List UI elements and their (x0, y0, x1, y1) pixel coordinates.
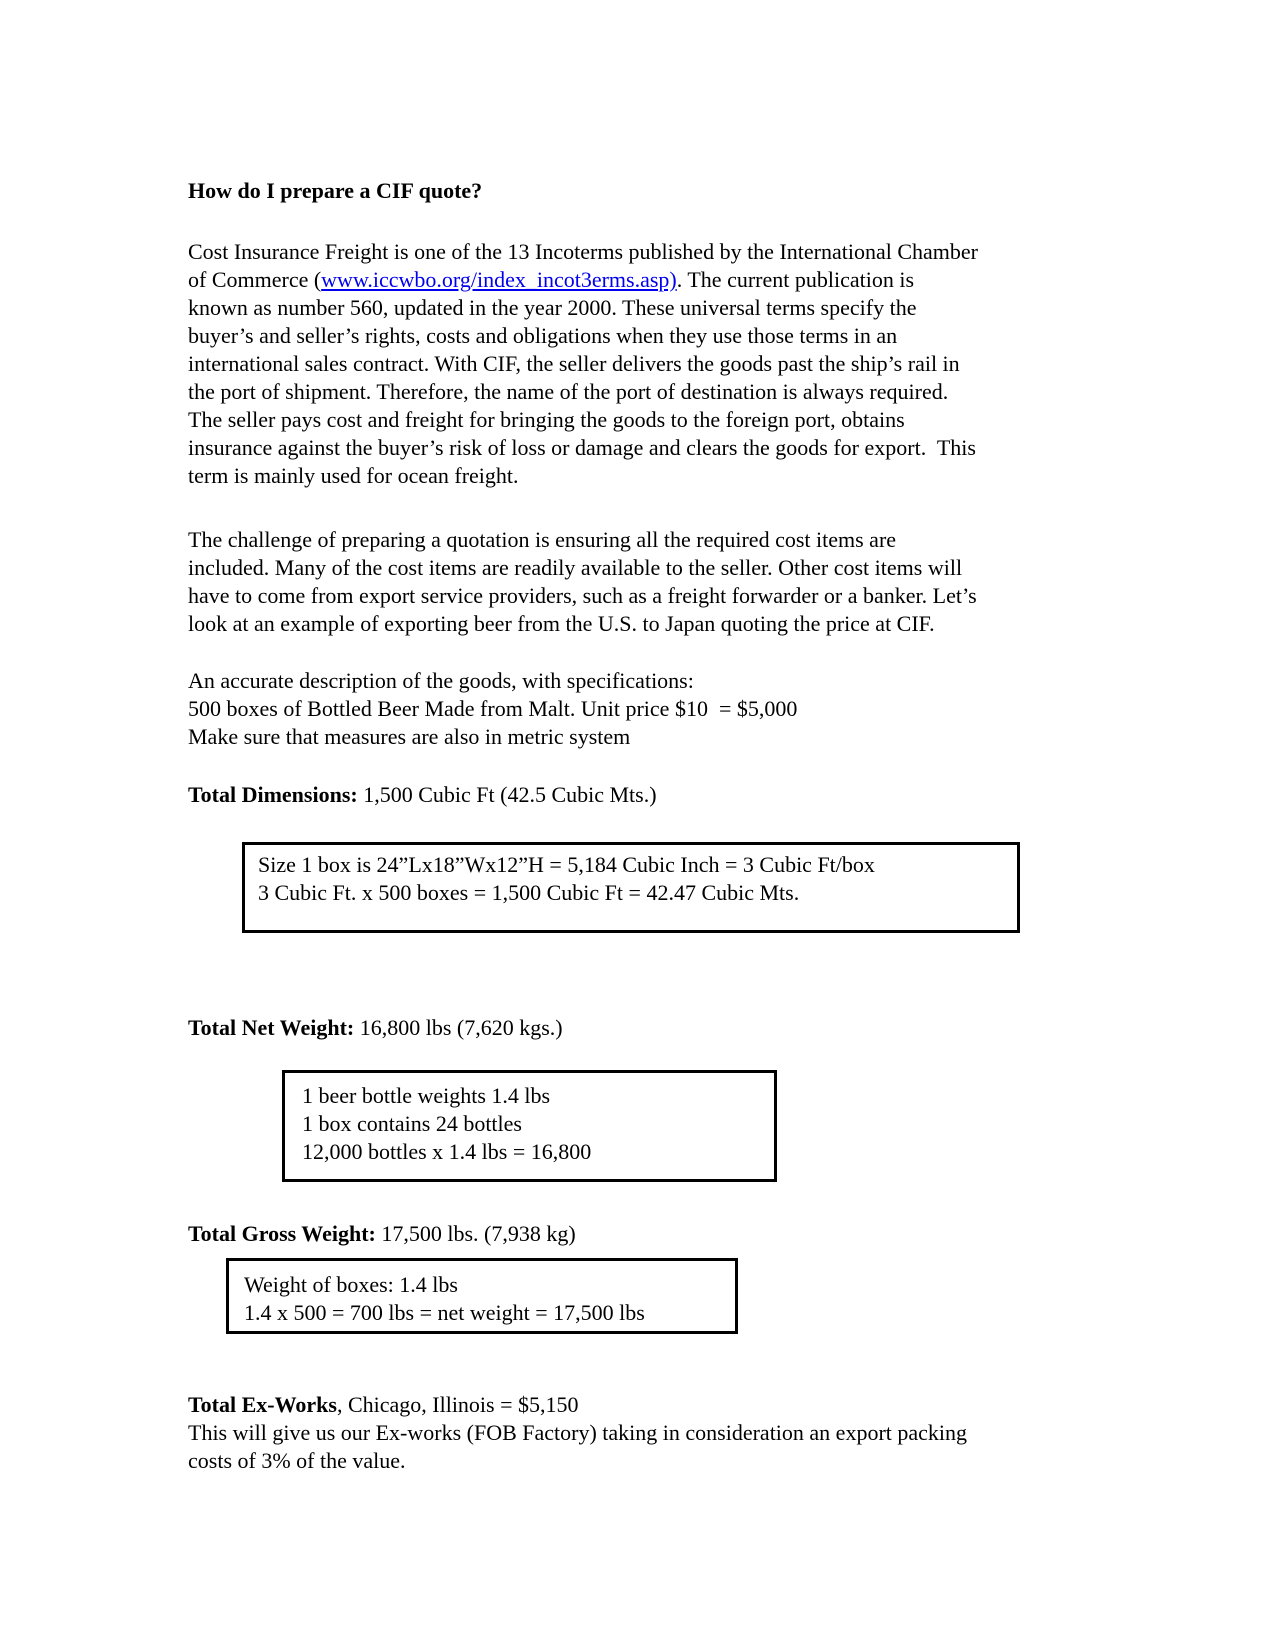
ex-works-paragraph (188, 1391, 967, 1475)
incoterms-link[interactable]: www.iccwbo.org/index_incot3erms.asp) (321, 267, 677, 292)
net-weight-box-line: 12,000 bottles x 1.4 lbs = 16,800 (302, 1139, 592, 1164)
ex-works-value: , Chicago, Illinois = $5,150 (336, 1392, 579, 1417)
intro-line: The seller pays cost and freight for bringing the goods to the foreign port, obtains (188, 407, 905, 432)
description-line: 500 boxes of Bottled Beer Made from Malt. Unit price $10 = $5,000 (188, 696, 798, 721)
intro-line: the port of shipment. Therefore, the name of the port of destination is always required. (188, 379, 949, 404)
total-gross-weight-label: Total Gross Weight: (188, 1221, 376, 1246)
dimensions-box-line: 3 Cubic Ft. x 500 boxes = 1,500 Cubic Ft = 42.47 Cubic Mts. (258, 880, 800, 905)
intro-line: Cost Insurance Freight is one of the 13 Incoterms published by the International Chamber (188, 239, 978, 264)
total-dimensions-line (188, 781, 657, 809)
gross-weight-box-line: Weight of boxes: 1.4 lbs (244, 1272, 458, 1297)
challenge-line: The challenge of preparing a quotation is ensuring all the required cost items are (188, 527, 897, 552)
total-dimensions-value: 1,500 Cubic Ft (42.5 Cubic Mts.) (357, 782, 657, 807)
page-title: How do I prepare a CIF quote? (188, 178, 483, 203)
total-gross-weight-value: 17,500 lbs. (7,938 kg) (375, 1221, 576, 1246)
challenge-paragraph (188, 526, 977, 638)
intro-line: known as number 560, updated in the year 2000. These universal terms specify the (188, 295, 917, 320)
intro-line: insurance against the buyer’s risk of loss or damage and clears the goods for export. This (188, 435, 976, 460)
intro-line (188, 266, 978, 294)
title-section (188, 177, 482, 205)
net-weight-calc-box (282, 1070, 777, 1182)
description-line: Make sure that measures are also in metric system (188, 724, 631, 749)
ex-works-label: Total Ex-Works (188, 1392, 337, 1417)
challenge-line: look at an example of exporting beer from the U.S. to Japan quoting the price at CIF. (188, 611, 935, 636)
intro-paragraph (188, 238, 978, 490)
intro-line: international sales contract. With CIF, the seller delivers the goods past the ship’s rail in (188, 351, 960, 376)
intro-line: buyer’s and seller’s rights, costs and obligations when they use those terms in an (188, 323, 898, 348)
net-weight-box-line: 1 beer bottle weights 1.4 lbs (302, 1083, 551, 1108)
total-net-weight-value: 16,800 lbs (7,620 kgs.) (354, 1015, 563, 1040)
total-net-weight-line (188, 1014, 563, 1042)
total-dimensions-label: Total Dimensions: (188, 782, 358, 807)
intro-line2-pre: of Commerce ( (188, 267, 322, 292)
total-gross-weight-line (188, 1220, 576, 1248)
description-paragraph (188, 667, 797, 751)
ex-works-line: This will give us our Ex-works (FOB Factory) taking in consideration an export packing (188, 1420, 968, 1445)
intro-line: term is mainly used for ocean freight. (188, 463, 519, 488)
intro-line2-post: . The current publication is (676, 267, 915, 292)
dimensions-calc-box (242, 842, 1020, 933)
gross-weight-box-line: 1.4 x 500 = 700 lbs = net weight = 17,500 lbs (244, 1300, 645, 1325)
description-line: An accurate description of the goods, with specifications: (188, 668, 694, 693)
challenge-line: included. Many of the cost items are readily available to the seller. Other cost items will (188, 555, 963, 580)
net-weight-box-line: 1 box contains 24 bottles (302, 1111, 522, 1136)
ex-works-line: costs of 3% of the value. (188, 1448, 406, 1473)
gross-weight-calc-box (226, 1258, 738, 1334)
dimensions-box-line: Size 1 box is 24”Lx18”Wx12”H = 5,184 Cubic Inch = 3 Cubic Ft/box (258, 852, 875, 877)
total-net-weight-label: Total Net Weight: (188, 1015, 355, 1040)
challenge-line: have to come from export service providers, such as a freight forwarder or a banker. Let’s (188, 583, 977, 608)
